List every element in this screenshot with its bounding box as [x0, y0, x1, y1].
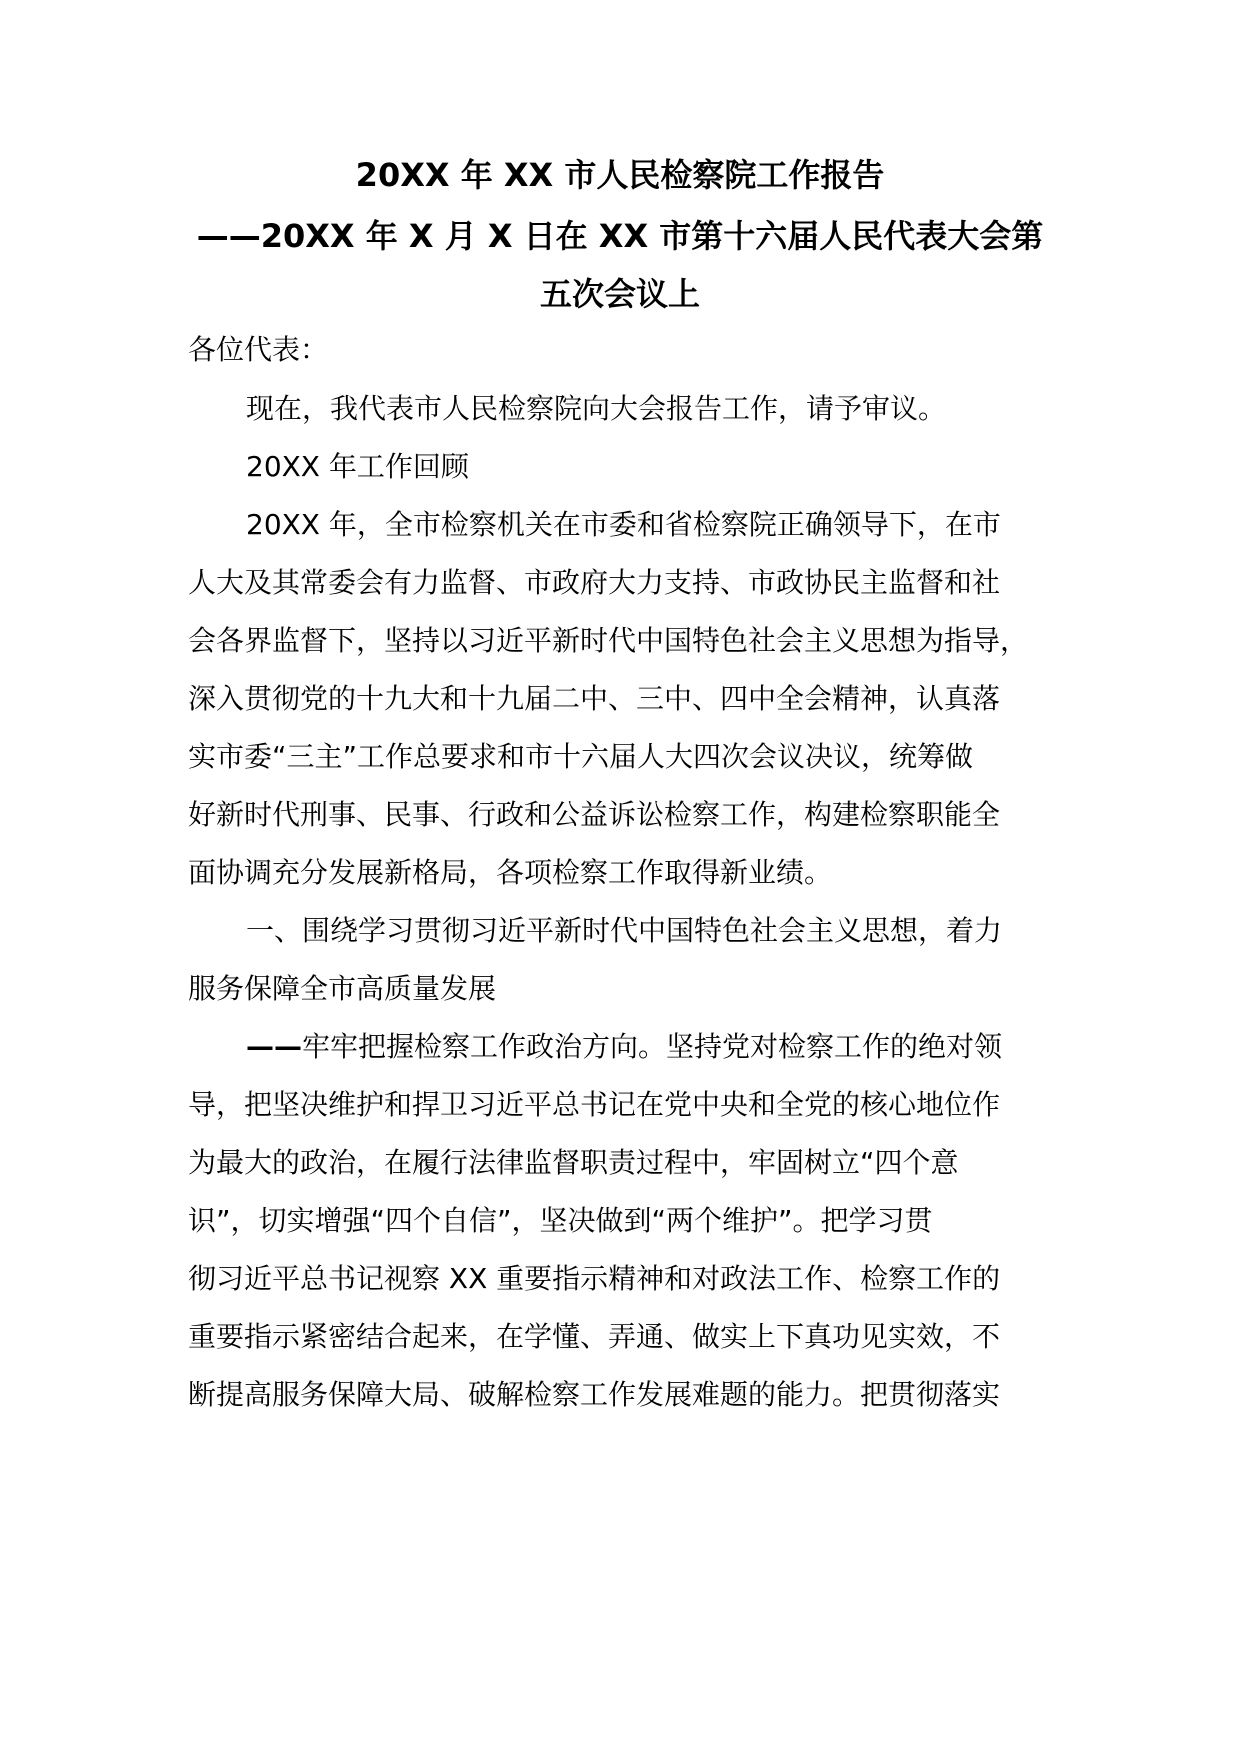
title-line-2: ——20XX 年 X 月 X 日在 XX 市第十六届人民代表大会第: [196, 217, 1044, 255]
paragraph-2-first-text: 牢牢把握检察工作政治方向。坚持党对检察工作的绝对领: [302, 1030, 1003, 1063]
title-line-3: 五次会议上: [539, 275, 700, 313]
heading-1-line: 服务保障全市高质量发展: [188, 972, 497, 1005]
paragraph-1-line: 好新时代刑事、民事、行政和公益诉讼检察工作，构建检察职能全: [188, 798, 1001, 831]
paragraph-2-line: 彻习近平总书记视察 XX 重要指示精神和对政法工作、检察工作的: [188, 1262, 1001, 1295]
title-line-1: 20XX 年 XX 市人民检察院工作报告: [355, 156, 885, 194]
paragraph-2-first-line: [246, 1027, 1002, 1067]
paragraph-1-line: 会各界监督下，坚持以习近平新时代中国特色社会主义思想为指导，: [188, 624, 1029, 657]
salutation: 各位代表：: [188, 333, 329, 366]
paragraph-1-line: 深入贯彻党的十九大和十九届二中、三中、四中全会精神，认真落: [188, 682, 1001, 715]
paragraph-2-line: 断提高服务保障大局、破解检察工作发展难题的能力。把贯彻落实: [188, 1378, 1001, 1411]
opening-paragraph: 现在，我代表市人民检察院向大会报告工作，请予审议。: [246, 392, 947, 425]
paragraph-1-line: 20XX 年，全市检察机关在市委和省检察院正确领导下，在市: [246, 508, 1001, 541]
paragraph-1-line: 面协调充分发展新格局，各项检察工作取得新业绩。: [188, 856, 833, 889]
em-dash-lead: ——: [246, 1030, 302, 1063]
paragraph-2-line: 重要指示紧密结合起来，在学懂、弄通、做实上下真功见实效，不: [188, 1320, 1001, 1353]
paragraph-2-line: 识”，切实增强“四个自信”，坚决做到“两个维护”。把学习贯: [188, 1204, 933, 1237]
paragraph-1-line: 人大及其常委会有力监督、市政府大力支持、市政协民主监督和社: [188, 566, 1001, 599]
paragraph-2-line: 导，把坚决维护和捍卫习近平总书记在党中央和全党的核心地位作: [188, 1088, 1001, 1121]
heading-1-line: 一、围绕学习贯彻习近平新时代中国特色社会主义思想，着力: [246, 914, 1003, 947]
paragraph-1-line: 实市委“三主”工作总要求和市十六届人大四次会议决议，统筹做: [188, 740, 974, 773]
paragraph-2-line: 为最大的政治，在履行法律监督职责过程中，牢固树立“四个意: [188, 1146, 959, 1179]
section-heading: 20XX 年工作回顾: [246, 450, 469, 483]
